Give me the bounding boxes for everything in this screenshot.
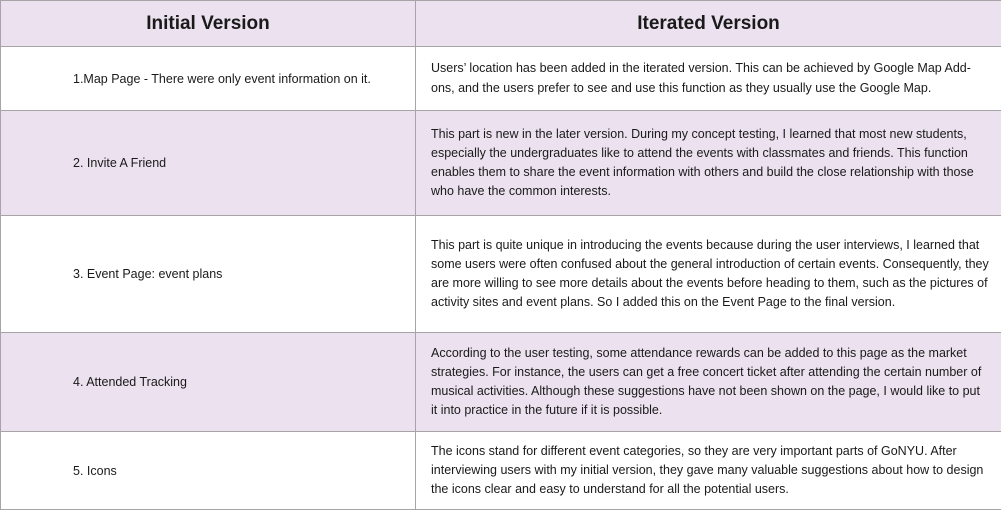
table-row xyxy=(1,111,1001,216)
header-row xyxy=(1,1,1001,47)
iterated-version-cell: This part is quite unique in introducing the events because during the user interviews, I learned that some users were often confused about the general introduction of certain events. Consequently, they are more willing to see more details about the events before heading to them, such as the pictures of activity sites and event plans. So I added this on the Event Page to the final version. xyxy=(416,216,1001,333)
initial-version-cell: 4. Attended Tracking xyxy=(1,333,416,432)
iterated-version-cell: The icons stand for different event categories, so they are very important parts of GoNYU. After interviewing users with my initial version, they gave many valuable suggestions about how to design the icons clear and easy to understand for all the potential users. xyxy=(416,432,1001,510)
table-row xyxy=(1,432,1001,510)
header-iterated-version: Iterated Version xyxy=(416,1,1001,47)
table-row xyxy=(1,216,1001,333)
table-row xyxy=(1,333,1001,432)
header-initial-version: Initial Version xyxy=(1,1,416,47)
initial-version-cell: 1.Map Page - There were only event information on it. xyxy=(1,47,416,111)
initial-version-cell: 5. Icons xyxy=(1,432,416,510)
iterated-version-cell: This part is new in the later version. During my concept testing, I learned that most new students, especially the undergraduates like to attend the events with classmates and friends. This function enables them to share the event information with others and build the close relationship with those who have the common interests. xyxy=(416,111,1001,216)
table-row xyxy=(1,47,1001,111)
initial-version-cell: 3. Event Page: event plans xyxy=(1,216,416,333)
initial-version-cell: 2. Invite A Friend xyxy=(1,111,416,216)
iterated-version-cell: Users’ location has been added in the iterated version. This can be achieved by Google Map Add-ons, and the users prefer to see and use this function as they usually use the Google Map. xyxy=(416,47,1001,111)
iterated-version-cell: According to the user testing, some attendance rewards can be added to this page as the market strategies. For instance, the users can get a free concert ticket after attending the certain number of musical activities. Although these suggestions have not been shown on the page, I would like to put it into practice in the future if it is possible. xyxy=(416,333,1001,432)
